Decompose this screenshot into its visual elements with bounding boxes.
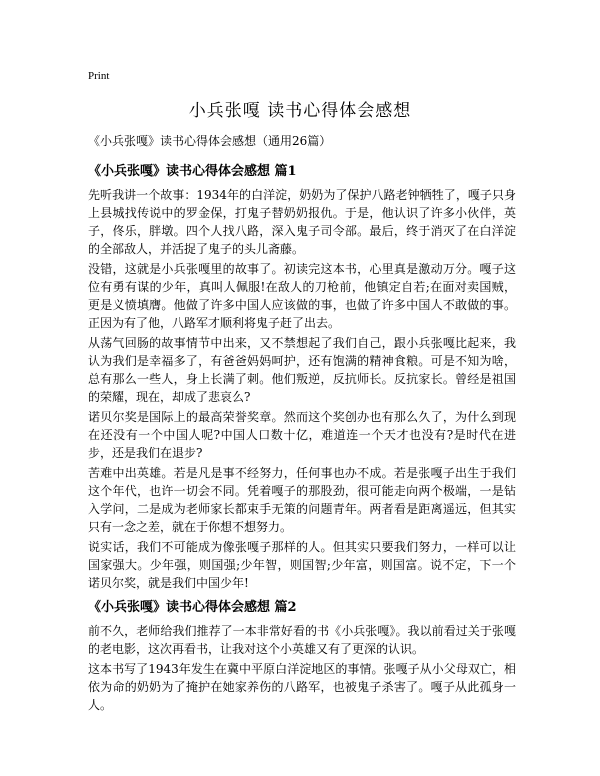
- paragraph: 先听我讲一个故事：1934年的白洋淀，奶奶为了保护八路老钟牺牲了，嘎子只身上县城找传说中的罗金保，打鬼子替奶奶报仇。于是，他认识了许多小伙伴，英子，佟乐，胖墩。四个人找八路，深入鬼子司令部。最后，终于消灭了在白洋淀的全部敌人，并活捉了鬼子的头儿斋藤。: [88, 188, 516, 256]
- paragraph: 说实话，我们不可能成为像张嘎子那样的人。但其实只要我们努力，一样可以让国家强大。少年强，则国强;少年智，则国智;少年富，则国富。说不定，下一个诺贝尔奖，就是我们中国少年!: [88, 540, 516, 590]
- paragraph: 前不久，老师给我们推荐了一本非常好看的书《小兵张嘎》。我以前看过关于张嘎的老电影，这次再看书，让我对这个小英雄又有了更深的认识。: [88, 624, 516, 656]
- paragraph: 没错，这就是小兵张嘎里的故事了。初读完这本书，心里真是激动万分。嘎子这位有勇有谋的少年，真叫人佩服!在敌人的刀枪前，他镇定自若;在面对卖国贼，更是义愤填膺。他做了许多中国人应该做的事，也做了许多中国人不敢做的事。正因为有了他，八路军才顺利将鬼子赶了出去。: [88, 262, 516, 330]
- paragraph: 苦难中出英雄。若是凡是事不经努力，任何事也办不成。若是张嘎子出生于我们这个年代，也许一切会不同。凭着嘎子的那股劲，很可能走向两个极端，一是钻入学问，二是成为老师家长都束手无策的问题青年。两者看是距离遥远，但其实只有一念之差，就在于你想不想努力。: [88, 466, 516, 534]
- section-heading-2: 《小兵张嘎》读书心得体会感想 篇2: [88, 600, 297, 615]
- section-heading-1: 《小兵张嘎》读书心得体会感想 篇1: [88, 164, 297, 179]
- paragraph: 这本书写了1943年发生在冀中平原白洋淀地区的事情。张嘎子从小父母双亡，相依为命的奶奶为了掩护在她家养伤的八路军，也被鬼子杀害了。嘎子从此孤身一人。: [88, 662, 516, 712]
- document-title: 小兵张嘎 读书心得体会感想: [188, 101, 412, 121]
- print-label: Print: [88, 70, 110, 82]
- paragraph: 诺贝尔奖是国际上的最高荣誉奖章。然而这个奖创办也有那么久了，为什么到现在还没有一个中国人呢?中国人口数十亿，难道连一个天才也没有?是时代在进步，还是我们在退步?: [88, 410, 516, 460]
- paragraph: 从荡气回肠的故事情节中出来，又不禁想起了我们自己，跟小兵张嘎比起来，我认为我们是幸福多了，有爸爸妈妈呵护，还有饱满的精神食粮。可是不知为啥，总有那么一些人，身上长满了刺。他们叛逆，反抗师长。反抗家长。曾经是祖国的荣耀，现在，却成了悲哀么?: [88, 336, 516, 404]
- document-subtitle: 《小兵张嘎》读书心得体会感想（通用26篇）: [88, 134, 332, 148]
